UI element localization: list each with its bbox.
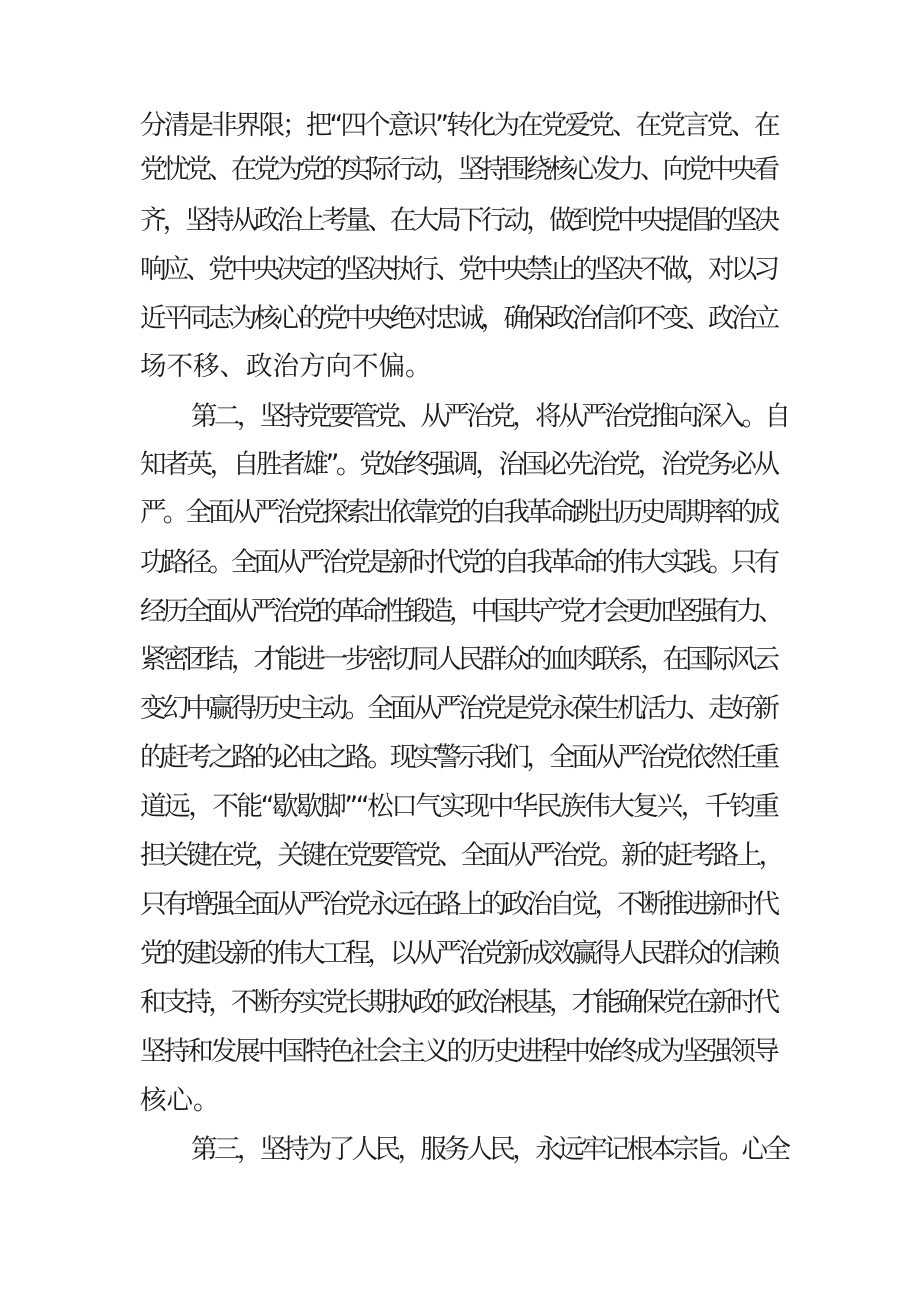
text-line: 第二，坚持党要管党、从严治党，将从严治党推向深入。自 [191, 401, 788, 432]
text-line: 第三，坚持为了人民，服务人民，永远牢记根本宗旨。心全 [191, 1134, 788, 1165]
text-line: 紧密团结，才能进一步密切同人民群众的血肉联系，在国际风云 [140, 644, 777, 675]
text-line: 分清是非界限；把“四个意识”转化为在党爱党、在党言党、在 [140, 110, 778, 141]
text-line: 功路径。全面从严治党是新时代党的自我革命的伟大实践。只有 [140, 547, 777, 578]
text-line: 坚持和发展中国特色社会主义的历史进程中始终成为坚强领导 [140, 1036, 777, 1067]
text-line: 的赶考之路的必由之路。现实警示我们，全面从严治党依然任重 [140, 742, 777, 773]
text-line: 场不移、政治方向不偏。 [140, 351, 432, 382]
text-line: 和支持，不断夯实党长期执政的政治根基，才能确保党在新时代 [140, 987, 777, 1018]
text-line: 党的建设新的伟大工程，以从严治党新成效赢得人民群众的信赖 [140, 938, 777, 969]
text-line: 只有增强全面从严治党永远在路上的政治自觉，不断推进新时代 [140, 889, 777, 920]
text-line: 党忧党、在党为党的实际行动，坚持围绕核心发力、向党中央看 [140, 154, 777, 185]
text-line: 响应、党中央决定的坚决执行、党中央禁止的坚决不做，对以习 [140, 254, 777, 285]
text-line: 严。全面从严治党探索出依靠党的自我革命跳出历史周期率的成 [140, 497, 777, 528]
text-line: 经历全面从严治党的革命性锻造，中国共产党才会更加坚强有力、 [140, 596, 781, 627]
text-line: 齐，坚持从政治上考量、在大局下行动，做到党中央提倡的坚决 [140, 205, 777, 236]
text-line: 变幻中赢得历史主动。全面从严治党是党永葆生机活力、走好新 [140, 693, 777, 724]
text-line: 担关键在党，关键在党要管党、全面从严治党。新的赶考路上， [140, 840, 782, 871]
text-line: 道远，不能“歇歇脚”“松口气实现中华民族伟大复兴，千钧重 [140, 791, 778, 822]
text-line: 知者英，自胜者雄”。党始终强调，治国必先治党，治党务必从 [140, 449, 777, 480]
text-line: 核心。 [140, 1085, 220, 1116]
text-line: 近平同志为核心的党中央绝对忠诚，确保政治信仰不变、政治立 [140, 303, 777, 334]
